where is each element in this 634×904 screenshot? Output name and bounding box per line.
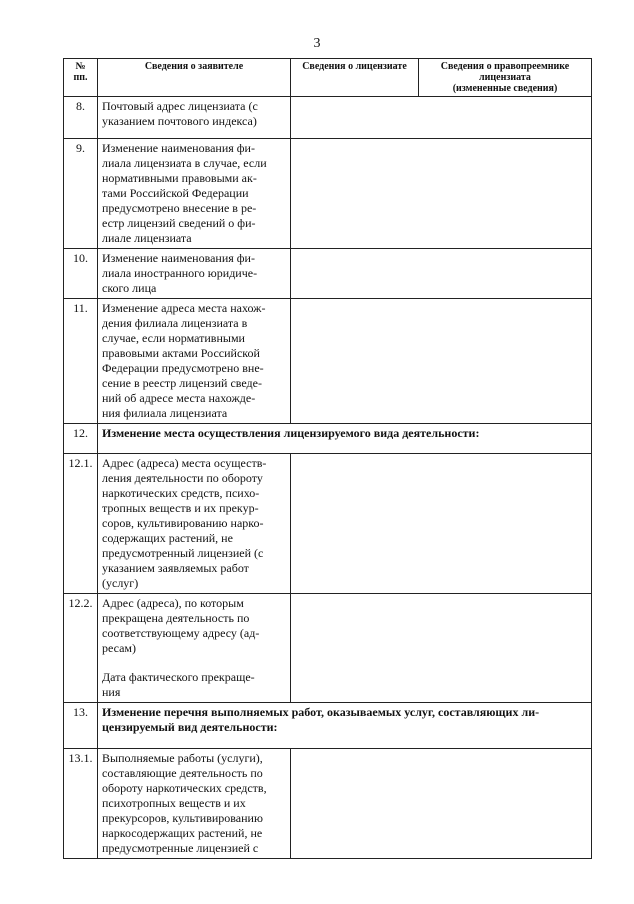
row-line: дения филиала лицензиата в	[102, 316, 248, 330]
row-description	[98, 749, 291, 859]
row-line: Федерации предусмотрено вне-	[102, 361, 264, 375]
row-line: Изменение перечня выполняемых работ, оказываемых услуг, составляющих ли-	[102, 705, 540, 719]
spacer	[102, 656, 286, 670]
row-line: содержащих растений, не	[102, 531, 233, 545]
table-row	[64, 139, 592, 249]
row-value-cell[interactable]	[291, 139, 592, 249]
row-line: предусмотренный лицензией (с	[102, 546, 264, 560]
row-description	[98, 299, 291, 424]
row-line: обороту наркотических средств,	[102, 781, 267, 795]
row-number: 13.1.	[64, 749, 98, 859]
row-number: 12.1.	[64, 454, 98, 594]
row-line: Изменение наименования фи-	[102, 141, 255, 155]
row-description	[98, 97, 291, 139]
row-line: Выполняемые работы (услуги),	[102, 751, 263, 765]
row-line: указанием почтового индекса)	[102, 114, 257, 128]
row-value-cell[interactable]	[291, 594, 592, 703]
row-number: 8.	[64, 97, 98, 139]
row-line: (услуг)	[102, 576, 139, 590]
header-successor-line2: лицензиата	[479, 72, 531, 83]
row-line: Изменение адреса места нахож-	[102, 301, 266, 315]
header-successor-line1: Сведения о правопреемнике	[440, 61, 570, 72]
row-line: наркосодержащих растений, не	[102, 826, 263, 840]
row-line: прекращена деятельность по	[102, 611, 250, 625]
row-line: нормативными правовыми ак-	[102, 171, 257, 185]
header-num	[64, 59, 98, 97]
row-line: случае, если нормативными	[102, 331, 245, 345]
header-successor-line3: (измененные сведения)	[452, 83, 558, 94]
row-line: Адрес (адреса), по которым	[102, 596, 244, 610]
section-title	[98, 703, 592, 749]
row-line: ского лица	[102, 281, 157, 295]
application-form-table	[63, 58, 592, 859]
table-row	[64, 749, 592, 859]
row-value-cell[interactable]	[291, 97, 592, 139]
row-number: 9.	[64, 139, 98, 249]
header-applicant: Сведения о заявителе	[98, 59, 291, 97]
row-line: тропных веществ и их прекур-	[102, 501, 259, 515]
row-line: лиала лицензиата в случае, если	[102, 156, 267, 170]
row-line: правовыми актами Российской	[102, 346, 260, 360]
table-row	[64, 594, 592, 703]
row-value-cell[interactable]	[291, 749, 592, 859]
row-line: наркотических средств, психо-	[102, 486, 260, 500]
row-line: предусмотренные лицензией с	[102, 841, 259, 855]
row-description	[98, 454, 291, 594]
row-number: 12.2.	[64, 594, 98, 703]
row-number: 13.	[64, 703, 98, 749]
row-line: указанием заявляемых работ	[102, 561, 249, 575]
row-description	[98, 139, 291, 249]
row-line: предусмотрено внесение в ре-	[102, 201, 257, 215]
row-value-cell[interactable]	[291, 249, 592, 299]
row-number: 12.	[64, 424, 98, 454]
section-row	[64, 703, 592, 749]
row-line: психотропных веществ и их	[102, 796, 246, 810]
row-value-cell[interactable]	[291, 299, 592, 424]
row-line: естр лицензий сведений о фи-	[102, 216, 256, 230]
header-licensee: Сведения о лицензиате	[291, 59, 419, 97]
header-row	[64, 59, 592, 97]
table-row	[64, 454, 592, 594]
header-successor	[419, 59, 592, 97]
row-value-cell[interactable]	[291, 454, 592, 594]
row-line: составляющие деятельность по	[102, 766, 263, 780]
section-title: Изменение места осуществления лицензируемого вида деятельности:	[98, 424, 592, 454]
row-line: ний об адресе места нахожде-	[102, 391, 256, 405]
row-line: Адрес (адреса) места осуществ-	[102, 456, 267, 470]
header-num-symbol: №	[75, 61, 86, 72]
row-line: Почтовый адрес лицензиата (с	[102, 99, 258, 113]
row-number: 10.	[64, 249, 98, 299]
row-line: прекурсоров, культивированию	[102, 811, 263, 825]
row-line: ния филиала лицензиата	[102, 406, 228, 420]
row-line: лиала иностранного юридиче-	[102, 266, 258, 280]
row-line: соответствующему адресу (ад-	[102, 626, 260, 640]
section-row	[64, 424, 592, 454]
table-row	[64, 299, 592, 424]
row-line: цензируемый вид деятельности:	[102, 720, 278, 734]
row-line: соров, культивированию нарко-	[102, 516, 264, 530]
row-line: ресам)	[102, 641, 137, 655]
row-line: лиале лицензиата	[102, 231, 192, 245]
header-num-abbr: пп.	[73, 72, 88, 83]
table-row	[64, 249, 592, 299]
row-line: сение в реестр лицензий сведе-	[102, 376, 262, 390]
table-row	[64, 97, 592, 139]
row-line: Дата фактического прекраще-	[102, 670, 255, 684]
row-number: 11.	[64, 299, 98, 424]
row-line: Изменение наименования фи-	[102, 251, 255, 265]
row-line: ния	[102, 685, 121, 699]
row-line: тами Российской Федерации	[102, 186, 249, 200]
page-number: 3	[313, 36, 321, 51]
row-description	[98, 249, 291, 299]
row-description	[98, 594, 291, 703]
row-line: ления деятельности по обороту	[102, 471, 263, 485]
